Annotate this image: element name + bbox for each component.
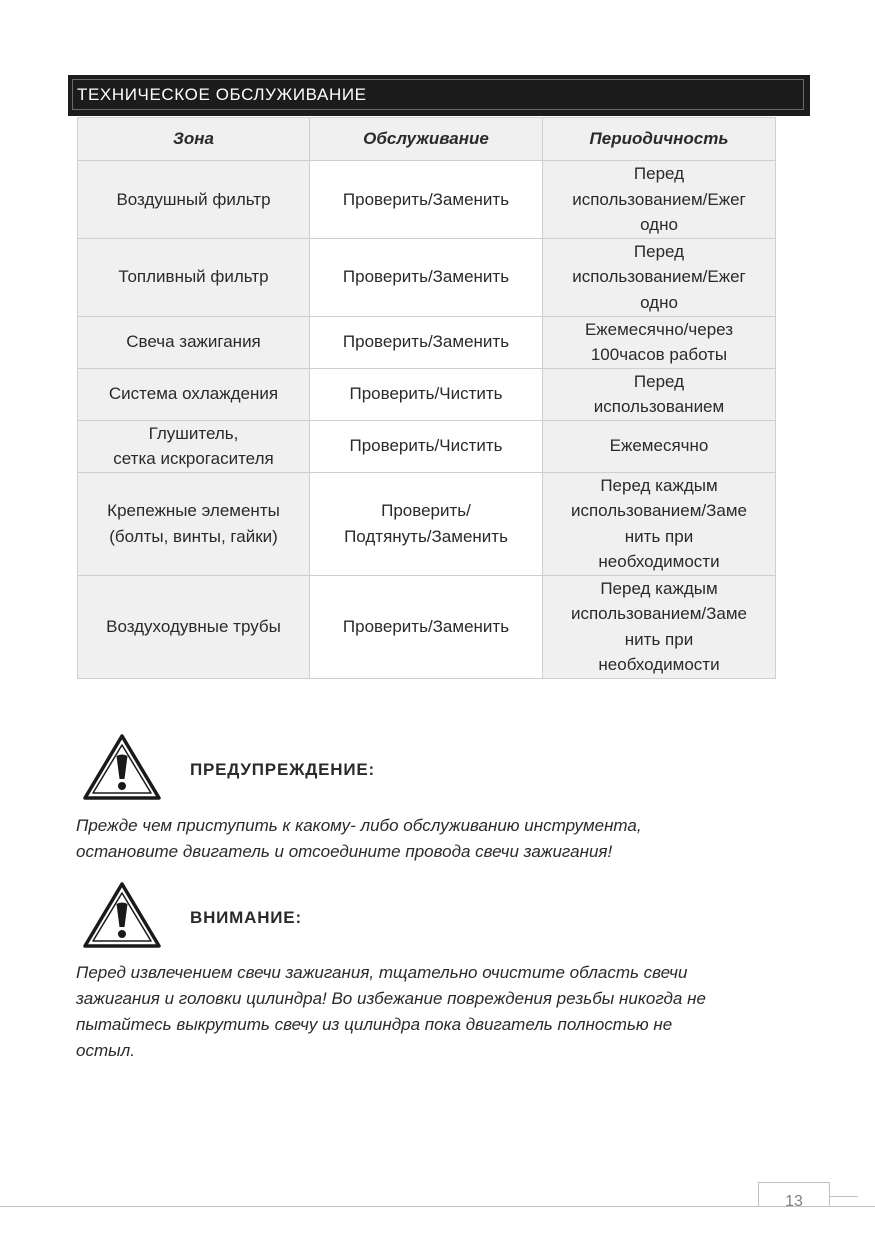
cell-zone bbox=[78, 316, 310, 368]
cell-zone-line: Воздушный фильтр bbox=[116, 189, 271, 209]
cell-service bbox=[310, 420, 543, 472]
cell-period-line: использованием bbox=[593, 397, 725, 416]
cell-period-line: Перед bbox=[633, 241, 685, 261]
attention-heading: ВНИМАНИЕ: bbox=[190, 908, 302, 927]
cell-service bbox=[310, 316, 543, 368]
attention-text-line: Перед извлечением свечи зажигания, тщательно очистите область свечи bbox=[76, 963, 688, 982]
cell-zone-line: Крепежные элементы bbox=[107, 501, 280, 520]
cell-zone bbox=[78, 420, 310, 472]
table-header-row bbox=[78, 118, 776, 161]
maintenance-table bbox=[77, 117, 776, 679]
warning-heading: ПРЕДУПРЕЖДЕНИЕ: bbox=[190, 760, 375, 779]
section-title: ТЕХНИЧЕСКОЕ ОБСЛУЖИВАНИЕ bbox=[77, 85, 367, 104]
cell-zone-line: Система охлаждения bbox=[108, 384, 279, 404]
cell-service-line: Подтянуть/Заменить bbox=[344, 526, 508, 546]
cell-zone bbox=[78, 575, 310, 678]
cell-period-line: Перед bbox=[633, 371, 685, 391]
cell-period bbox=[543, 472, 776, 575]
cell-period-line: использованием/Ежег bbox=[572, 189, 746, 209]
cell-service-line: Проверить/Заменить bbox=[342, 332, 510, 352]
attention-text-line: зажигания и головки цилиндра! Во избежание повреждения резьбы никогда не bbox=[76, 989, 706, 1008]
cell-zone bbox=[78, 161, 310, 239]
cell-service bbox=[310, 472, 543, 575]
cell-period bbox=[543, 420, 776, 472]
cell-period-line: использованием/Заме bbox=[570, 604, 748, 623]
cell-zone-line: Топливный фильтр bbox=[118, 267, 269, 287]
warning-text-line: Прежде чем приступить к какому- либо обслуживанию инструмента, bbox=[76, 816, 642, 835]
cell-period-line: необходимости bbox=[598, 552, 720, 571]
cell-zone-line: (болты, винты, гайки) bbox=[109, 526, 278, 546]
table-row bbox=[78, 368, 776, 420]
table-row bbox=[78, 161, 776, 239]
page-number: 13 bbox=[785, 1193, 803, 1210]
cell-period bbox=[543, 316, 776, 368]
cell-service-line: Проверить/Заменить bbox=[342, 189, 510, 209]
attention-text-line: остыл. bbox=[76, 1041, 135, 1060]
cell-period-line: одно bbox=[640, 215, 678, 234]
cell-service-line: Проверить/Чистить bbox=[349, 436, 503, 456]
cell-period-line: использованием/Ежег bbox=[572, 267, 746, 287]
cell-period-line: Ежемесячно bbox=[609, 436, 709, 456]
header-service: Обслуживание bbox=[310, 118, 543, 161]
table-row bbox=[78, 420, 776, 472]
cell-zone-line: Свеча зажигания bbox=[126, 332, 261, 352]
cell-period-line: Перед каждым bbox=[600, 578, 718, 598]
attention-text-line: пытайтесь выкрутить свечу из цилиндра пока двигатель полностью не bbox=[76, 1015, 673, 1034]
cell-period-line: Перед bbox=[633, 164, 685, 183]
cell-period bbox=[543, 368, 776, 420]
cell-service bbox=[310, 238, 543, 316]
cell-zone-line: Воздуходувные трубы bbox=[106, 616, 281, 636]
cell-zone bbox=[78, 368, 310, 420]
table-row bbox=[78, 575, 776, 678]
cell-period-line: Ежемесячно/через bbox=[584, 319, 734, 339]
cell-period-line: использованием/Заме bbox=[570, 501, 748, 520]
cell-service bbox=[310, 575, 543, 678]
cell-service bbox=[310, 368, 543, 420]
cell-zone bbox=[78, 238, 310, 316]
cell-period bbox=[543, 161, 776, 239]
cell-zone-line: сетка искрогасителя bbox=[113, 449, 274, 468]
header-zone: Зона bbox=[78, 118, 310, 161]
cell-period-line: нить при bbox=[624, 629, 694, 649]
table-row bbox=[78, 472, 776, 575]
cell-service-line: Проверить/Заменить bbox=[342, 616, 510, 636]
cell-period bbox=[543, 575, 776, 678]
cell-service-line: Проверить/Чистить bbox=[349, 384, 503, 404]
cell-period-line: одно bbox=[640, 292, 678, 312]
cell-period bbox=[543, 238, 776, 316]
cell-period-line: необходимости bbox=[598, 655, 720, 674]
cell-zone bbox=[78, 472, 310, 575]
cell-period-line: 100часов работы bbox=[590, 345, 728, 364]
cell-service bbox=[310, 161, 543, 239]
warning-text-line: остановите двигатель и отсоедините провода свечи зажигания! bbox=[76, 842, 613, 861]
attention-text bbox=[76, 960, 806, 1064]
warning-text bbox=[76, 813, 806, 865]
warning-triangle-icon bbox=[82, 880, 162, 950]
footer-rule bbox=[0, 1206, 875, 1207]
cell-service-line: Проверить/Заменить bbox=[342, 267, 510, 287]
cell-period-line: Перед каждым bbox=[600, 475, 718, 495]
cell-zone-line: Глушитель, bbox=[148, 423, 239, 443]
cell-period-line: нить при bbox=[624, 526, 694, 546]
section-header-bar bbox=[68, 75, 810, 116]
header-period: Периодичность bbox=[543, 118, 776, 161]
table-row bbox=[78, 238, 776, 316]
warning-triangle-icon bbox=[82, 732, 162, 802]
table-row bbox=[78, 316, 776, 368]
page-number-tab-edge bbox=[830, 1196, 858, 1207]
cell-service-line: Проверить/ bbox=[381, 501, 471, 520]
